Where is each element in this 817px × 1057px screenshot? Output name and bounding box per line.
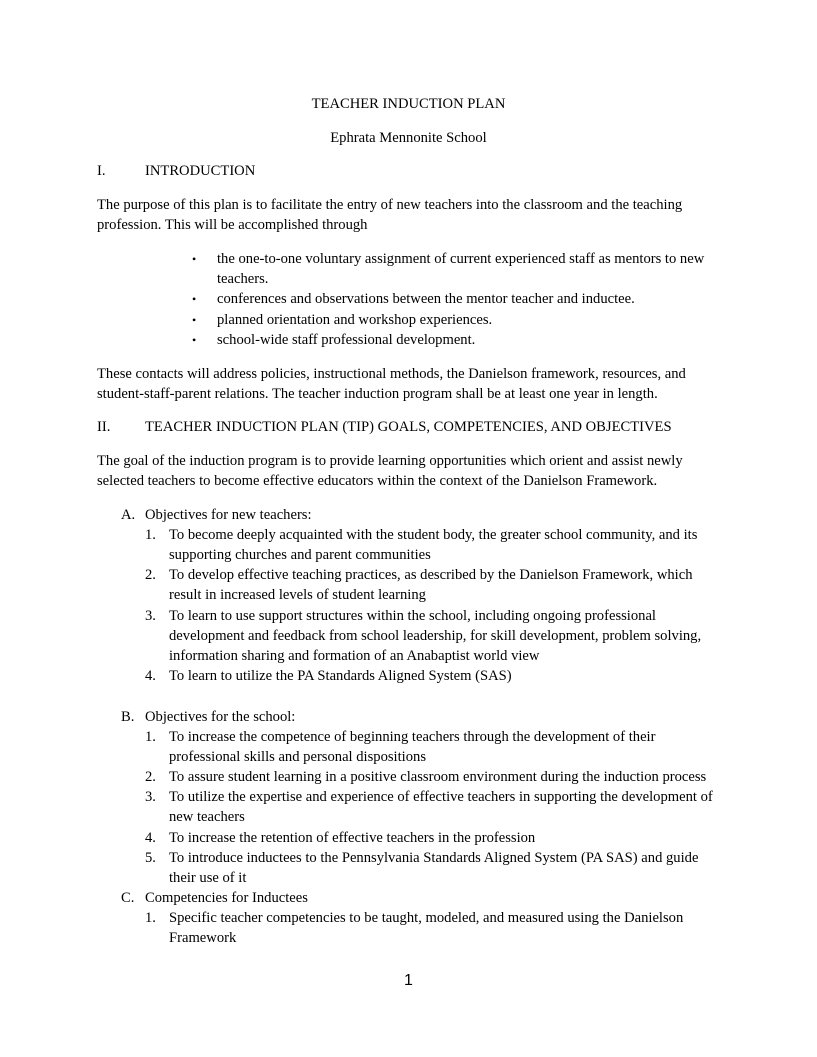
group-a-item-3-line-1: To learn to use support structures within the school, including ongoing professional xyxy=(169,608,656,624)
group-c-label: C. xyxy=(121,890,135,906)
group-b-item-3-number: 3. xyxy=(145,789,156,805)
bullet-icon: • xyxy=(192,333,197,347)
group-a-item-4-line-1: To learn to utilize the PA Standards Aligned System (SAS) xyxy=(169,668,512,684)
group-c-item-1-number: 1. xyxy=(145,910,156,926)
section-1-title: INTRODUCTION xyxy=(145,163,256,179)
section-1-number: I. xyxy=(97,163,106,179)
section-1-intro-line-2: profession. This will be accomplished through xyxy=(97,217,368,233)
group-a-item-4-number: 4. xyxy=(145,668,156,684)
bullet-item-3: planned orientation and workshop experiences. xyxy=(217,312,493,328)
group-c-title: Competencies for Inductees xyxy=(145,890,308,906)
group-a-item-1-number: 1. xyxy=(145,527,156,543)
section-1-intro-line-1: The purpose of this plan is to facilitate the entry of new teachers into the classroom and the teaching xyxy=(97,197,683,213)
section-1-closing-line-2: student-staff-parent relations. The teacher induction program shall be at least one year in length. xyxy=(97,386,658,402)
group-b-label: B. xyxy=(121,709,135,725)
group-a-title: Objectives for new teachers: xyxy=(145,507,312,523)
bullet-item-1-line-2: teachers. xyxy=(217,271,269,287)
section-2-goal-line-1: The goal of the induction program is to provide learning opportunities which orient and assist newly xyxy=(97,453,683,469)
group-b-item-2-number: 2. xyxy=(145,769,156,785)
document-subtitle: Ephrata Mennonite School xyxy=(330,130,487,146)
section-2-title: TEACHER INDUCTION PLAN (TIP) GOALS, COMPETENCIES, AND OBJECTIVES xyxy=(145,419,672,435)
bullet-item-4: school-wide staff professional development. xyxy=(217,332,476,348)
bullet-item-2: conferences and observations between the mentor teacher and inductee. xyxy=(217,291,635,307)
group-b-item-5-line-1: To introduce inductees to the Pennsylvania Standards Aligned System (PA SAS) and guide xyxy=(169,850,699,866)
group-a-item-2-line-2: result in increased levels of student learning xyxy=(169,587,426,603)
group-b-item-1-number: 1. xyxy=(145,729,156,745)
section-1-closing-line-1: These contacts will address policies, instructional methods, the Danielson framework, resources, and xyxy=(97,366,686,382)
group-a-item-1-line-2: supporting churches and parent communities xyxy=(169,547,431,563)
page-number: 1 xyxy=(404,972,413,989)
bullet-item-1-line-1: the one-to-one voluntary assignment of current experienced staff as mentors to new xyxy=(217,251,705,267)
group-b-item-4-number: 4. xyxy=(145,830,156,846)
group-c-item-1-line-2: Framework xyxy=(169,930,237,946)
group-b-title: Objectives for the school: xyxy=(145,709,296,725)
group-b-item-4-line-1: To increase the retention of effective teachers in the profession xyxy=(169,830,536,846)
group-b-item-5-number: 5. xyxy=(145,850,156,866)
group-b-item-5-line-2: their use of it xyxy=(169,870,247,886)
group-a-item-3-line-2: development and feedback from school leadership, for skill development, problem solving, xyxy=(169,628,702,644)
group-a-item-3-line-3: information sharing and formation of an Anabaptist world view xyxy=(169,648,540,664)
section-2-goal-line-2: selected teachers to become effective educators within the context of the Danielson Framework. xyxy=(97,473,658,489)
group-b-item-3-line-1: To utilize the expertise and experience of effective teachers in supporting the development of xyxy=(169,789,713,805)
group-a-item-2-line-1: To develop effective teaching practices, as described by the Danielson Framework, which xyxy=(169,567,693,583)
bullet-icon: • xyxy=(192,292,197,306)
group-b-item-1-line-1: To increase the competence of beginning teachers through the development of their xyxy=(169,729,656,745)
bullet-icon: • xyxy=(192,252,197,266)
bullet-icon: • xyxy=(192,313,197,327)
section-2-number: II. xyxy=(97,419,111,435)
group-b-item-1-line-2: professional skills and personal dispositions xyxy=(169,749,426,765)
group-a-item-2-number: 2. xyxy=(145,567,156,583)
group-a-item-3-number: 3. xyxy=(145,608,156,624)
group-b-item-2-line-1: To assure student learning in a positive classroom environment during the induction process xyxy=(169,769,707,785)
document-title: TEACHER INDUCTION PLAN xyxy=(311,96,506,112)
group-a-label: A. xyxy=(121,507,136,523)
group-b-item-3-line-2: new teachers xyxy=(169,809,245,825)
group-c-item-1-line-1: Specific teacher competencies to be taught, modeled, and measured using the Danielson xyxy=(169,910,684,926)
group-a-item-1-line-1: To become deeply acquainted with the student body, the greater school community, and its xyxy=(169,527,698,543)
